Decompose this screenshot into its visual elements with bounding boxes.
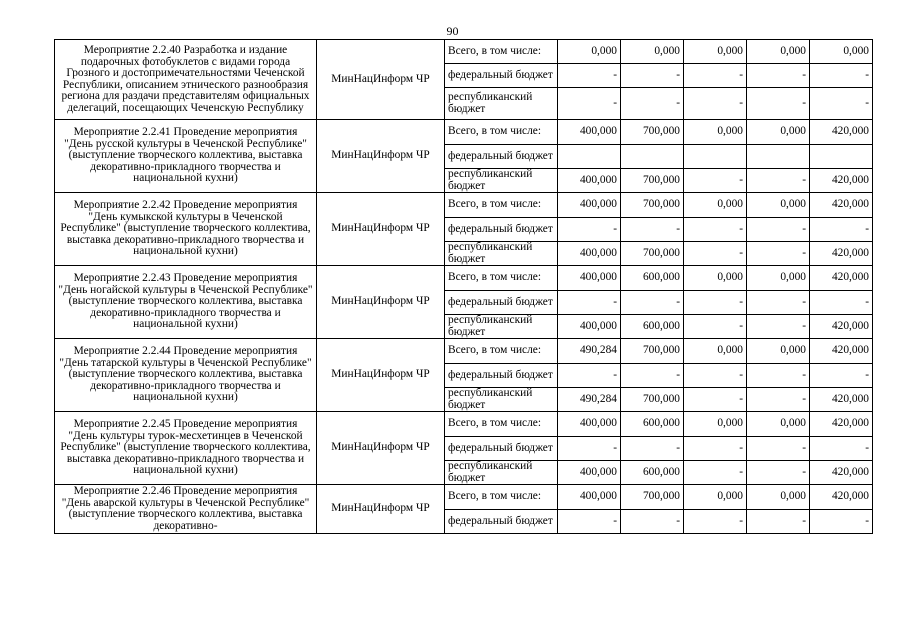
amount-cell: 420,000 — [810, 169, 873, 193]
amount-cell: 0,000 — [621, 40, 684, 64]
amount-cell: 420,000 — [810, 242, 873, 266]
amount-cell: - — [747, 218, 810, 242]
amount-cell: - — [684, 510, 747, 534]
amount-cell: - — [810, 364, 873, 388]
amount-cell: 0,000 — [810, 40, 873, 64]
amount-cell — [621, 145, 684, 169]
amount-cell: - — [621, 364, 684, 388]
amount-cell: - — [747, 388, 810, 412]
amount-cell — [558, 145, 621, 169]
executor-cell: МинНацИнформ ЧР — [317, 40, 445, 120]
amount-cell: - — [621, 510, 684, 534]
measure-description: Мероприятие 2.2.46 Проведение мероприятия "День аварской культуры в Чеченской Республике" (выступление творческого коллектива, выставка декоративно- — [55, 485, 317, 534]
funding-source: федеральный бюджет — [445, 64, 558, 88]
amount-cell: - — [684, 291, 747, 315]
amount-cell: 420,000 — [810, 412, 873, 437]
amount-cell: 420,000 — [810, 339, 873, 364]
measure-description: Мероприятие 2.2.41 Проведение мероприятия "День русской культуры в Чеченской Республике" (выступление творческого коллектива, выставка декоративно-прикладного творчества и национальной кухни) — [55, 120, 317, 193]
measure-description: Мероприятие 2.2.43 Проведение мероприятия "День ногайской культуры в Чеченской Республике" (выступление творческого коллектива, выставка декоративно-прикладного творчества и национальной кухни) — [55, 266, 317, 339]
amount-cell: 420,000 — [810, 461, 873, 485]
amount-cell: 420,000 — [810, 193, 873, 218]
measure-description: Мероприятие 2.2.44 Проведение мероприятия "День татарской культуры в Чеченской Республике" (выступление творческого коллектива, выставка декоративно-прикладного творчества и национальной кухни) — [55, 339, 317, 412]
amount-cell: - — [684, 64, 747, 88]
amount-cell: - — [558, 437, 621, 461]
amount-cell — [684, 145, 747, 169]
amount-cell: - — [810, 88, 873, 120]
executor-cell: МинНацИнформ ЧР — [317, 120, 445, 193]
funding-source: Всего, в том числе: — [445, 266, 558, 291]
amount-cell: - — [684, 218, 747, 242]
funding-source: республиканский бюджет — [445, 242, 558, 266]
amount-cell: 490,284 — [558, 388, 621, 412]
amount-cell: 0,000 — [558, 40, 621, 64]
amount-cell: - — [621, 291, 684, 315]
amount-cell: 700,000 — [621, 193, 684, 218]
amount-cell: 0,000 — [747, 485, 810, 510]
amount-cell: 420,000 — [810, 315, 873, 339]
amount-cell: 0,000 — [684, 339, 747, 364]
funding-source: Всего, в том числе: — [445, 193, 558, 218]
amount-cell: 420,000 — [810, 485, 873, 510]
executor-cell: МинНацИнформ ЧР — [317, 339, 445, 412]
funding-source: Всего, в том числе: — [445, 40, 558, 64]
amount-cell: - — [558, 291, 621, 315]
amount-cell: - — [810, 510, 873, 534]
funding-source: республиканский бюджет — [445, 88, 558, 120]
executor-cell: МинНацИнформ ЧР — [317, 412, 445, 485]
table-row — [55, 485, 873, 510]
amount-cell: 0,000 — [747, 40, 810, 64]
amount-cell: 400,000 — [558, 412, 621, 437]
table-row — [55, 266, 873, 291]
funding-source: республиканский бюджет — [445, 169, 558, 193]
amount-cell: - — [747, 437, 810, 461]
amount-cell: 600,000 — [621, 266, 684, 291]
amount-cell: 700,000 — [621, 242, 684, 266]
executor-cell: МинНацИнформ ЧР — [317, 266, 445, 339]
amount-cell: 400,000 — [558, 315, 621, 339]
funding-source: федеральный бюджет — [445, 145, 558, 169]
amount-cell: - — [810, 218, 873, 242]
amount-cell: 400,000 — [558, 169, 621, 193]
amount-cell: 700,000 — [621, 169, 684, 193]
funding-source: федеральный бюджет — [445, 291, 558, 315]
amount-cell: 400,000 — [558, 461, 621, 485]
amount-cell: 0,000 — [747, 339, 810, 364]
amount-cell: 0,000 — [684, 485, 747, 510]
executor-cell: МинНацИнформ ЧР — [317, 193, 445, 266]
amount-cell: - — [558, 364, 621, 388]
funding-source: республиканский бюджет — [445, 461, 558, 485]
amount-cell: 0,000 — [684, 120, 747, 145]
amount-cell: - — [747, 64, 810, 88]
amount-cell: - — [747, 88, 810, 120]
amount-cell: 600,000 — [621, 461, 684, 485]
table-row — [55, 120, 873, 145]
page-number: 90 — [446, 24, 459, 38]
amount-cell: - — [810, 291, 873, 315]
amount-cell: - — [684, 364, 747, 388]
amount-cell: - — [684, 388, 747, 412]
table-row — [55, 193, 873, 218]
amount-cell: 0,000 — [684, 266, 747, 291]
amount-cell: 420,000 — [810, 266, 873, 291]
amount-cell: 420,000 — [810, 120, 873, 145]
amount-cell: 0,000 — [684, 40, 747, 64]
amount-cell: 0,000 — [747, 120, 810, 145]
table-row — [55, 339, 873, 364]
amount-cell: 490,284 — [558, 339, 621, 364]
amount-cell: - — [684, 461, 747, 485]
measure-description: Мероприятие 2.2.45 Проведение мероприятия "День культуры турок-месхетинцев в Чеченской Республике" (выступление творческого коллектива, выставка декоративно-прикладного творчества и национальной кухни) — [55, 412, 317, 485]
amount-cell: 420,000 — [810, 388, 873, 412]
measure-description: Мероприятие 2.2.42 Проведение мероприятия "День кумыкской культуры в Чеченской Республике" (выступление творческого коллектива, выставка декоративно-прикладного творчества и национальной кухни) — [55, 193, 317, 266]
amount-cell: - — [747, 510, 810, 534]
amount-cell — [747, 145, 810, 169]
funding-source: республиканский бюджет — [445, 388, 558, 412]
funding-source: федеральный бюджет — [445, 218, 558, 242]
amount-cell: - — [684, 437, 747, 461]
amount-cell: 400,000 — [558, 193, 621, 218]
funding-source: Всего, в том числе: — [445, 339, 558, 364]
table-row — [55, 412, 873, 437]
amount-cell: - — [810, 64, 873, 88]
amount-cell: - — [747, 291, 810, 315]
funding-source: федеральный бюджет — [445, 364, 558, 388]
amount-cell: - — [621, 218, 684, 242]
amount-cell: - — [558, 510, 621, 534]
amount-cell: - — [684, 315, 747, 339]
amount-cell: 0,000 — [747, 193, 810, 218]
amount-cell: - — [621, 437, 684, 461]
amount-cell: 700,000 — [621, 120, 684, 145]
table-row — [55, 40, 873, 64]
funding-source: республиканский бюджет — [445, 315, 558, 339]
funding-source: Всего, в том числе: — [445, 485, 558, 510]
amount-cell: - — [747, 315, 810, 339]
amount-cell: 600,000 — [621, 412, 684, 437]
amount-cell: 700,000 — [621, 485, 684, 510]
amount-cell: - — [747, 242, 810, 266]
amount-cell: 400,000 — [558, 266, 621, 291]
amount-cell: 400,000 — [558, 120, 621, 145]
amount-cell: - — [747, 169, 810, 193]
amount-cell: 0,000 — [684, 193, 747, 218]
amount-cell: 400,000 — [558, 485, 621, 510]
amount-cell: - — [684, 88, 747, 120]
amount-cell: - — [558, 64, 621, 88]
amount-cell: - — [684, 242, 747, 266]
amount-cell: - — [558, 88, 621, 120]
funding-source: Всего, в том числе: — [445, 412, 558, 437]
amount-cell: 0,000 — [747, 412, 810, 437]
funding-source: федеральный бюджет — [445, 437, 558, 461]
funding-source: Всего, в том числе: — [445, 120, 558, 145]
amount-cell: 700,000 — [621, 339, 684, 364]
amount-cell: - — [621, 88, 684, 120]
budget-table — [54, 39, 873, 534]
amount-cell: - — [621, 64, 684, 88]
measure-description: Мероприятие 2.2.40 Разработка и издание подарочных фотобуклетов с видами города Грозного и достопримечательностями Чеченской Республики, описанием этнического разнообразия региона для раздачи представителям официальных делегаций, посещающих Чеченскую Республику — [55, 40, 317, 120]
amount-cell: - — [684, 169, 747, 193]
amount-cell: 600,000 — [621, 315, 684, 339]
amount-cell: - — [747, 364, 810, 388]
amount-cell: 700,000 — [621, 388, 684, 412]
amount-cell: 0,000 — [684, 412, 747, 437]
funding-source: федеральный бюджет — [445, 510, 558, 534]
amount-cell: 0,000 — [747, 266, 810, 291]
amount-cell — [810, 145, 873, 169]
executor-cell: МинНацИнформ ЧР — [317, 485, 445, 534]
amount-cell: 400,000 — [558, 242, 621, 266]
amount-cell: - — [747, 461, 810, 485]
amount-cell: - — [558, 218, 621, 242]
amount-cell: - — [810, 437, 873, 461]
